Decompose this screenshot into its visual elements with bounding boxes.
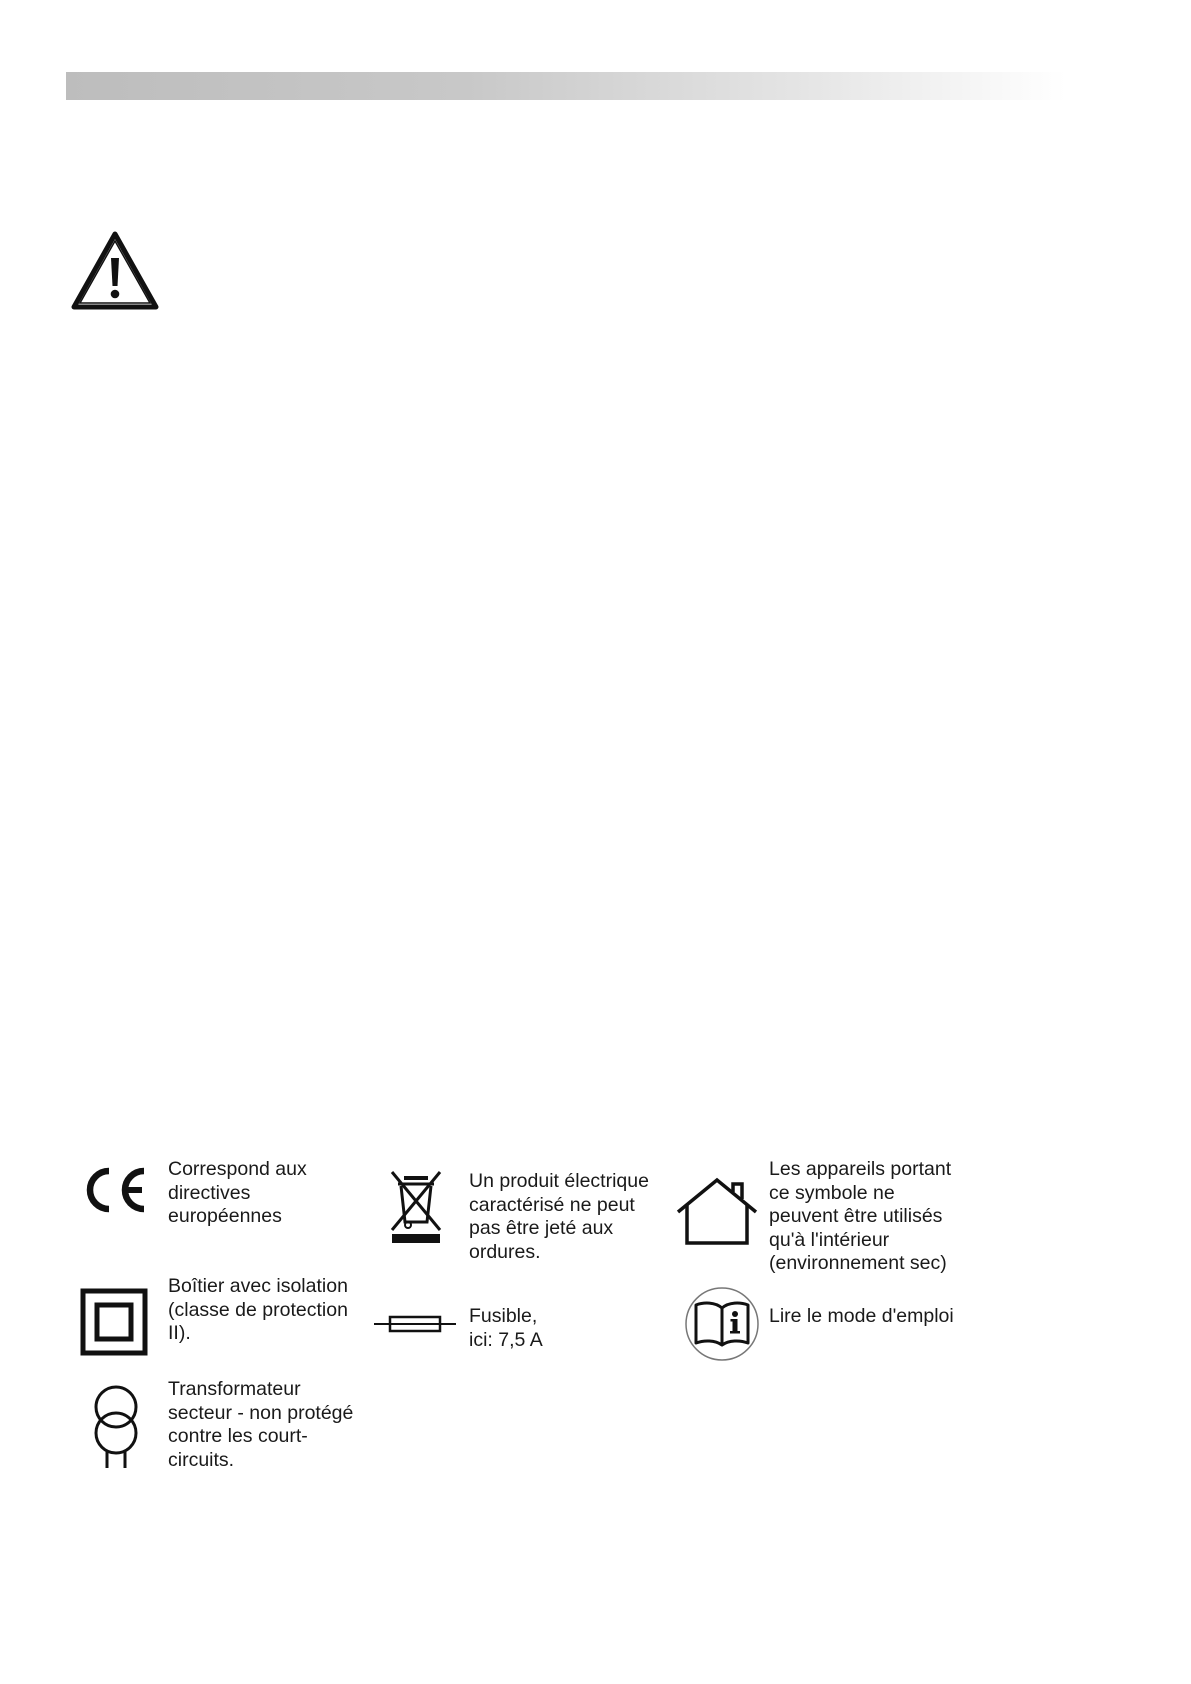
text-line: Transformateur <box>168 1378 301 1400</box>
manual-description <box>769 1305 954 1329</box>
text-line: circuits. <box>168 1448 235 1471</box>
text-line: européennes <box>168 1205 282 1227</box>
text-line: II). <box>168 1322 191 1344</box>
text-line: contre les court- <box>168 1425 308 1447</box>
text-line: Boîtier avec isolation <box>168 1275 348 1297</box>
text-line: (environnement sec) <box>769 1252 947 1274</box>
text-line: Lire le mode d'emploi <box>769 1305 954 1327</box>
text-line: caractérisé ne peut <box>469 1193 635 1216</box>
read-manual-icon <box>684 1286 760 1362</box>
fuse-icon <box>374 1312 456 1336</box>
text-line: Les appareils portant <box>769 1158 952 1180</box>
text-line: Fusible, <box>469 1305 538 1327</box>
text-line: secteur - non protégé <box>168 1401 354 1424</box>
text-line: pas être jeté aux <box>469 1217 614 1239</box>
crossed-bin-icon <box>388 1168 444 1244</box>
text-line: Correspond aux <box>168 1158 307 1180</box>
ce-description <box>168 1158 307 1229</box>
text-line: Un produit électrique <box>469 1170 649 1192</box>
text-line: ce symbole ne <box>769 1181 895 1204</box>
text-line: ici: 7,5 A <box>469 1328 543 1351</box>
double-square-icon <box>80 1288 148 1356</box>
indoor-description <box>769 1158 951 1276</box>
class2-description <box>168 1275 348 1346</box>
ce-mark-icon <box>80 1165 150 1215</box>
transformer-description <box>168 1378 353 1472</box>
house-icon <box>675 1176 759 1246</box>
weee-description <box>469 1170 649 1264</box>
text-line: directives <box>168 1181 251 1204</box>
warning-icon <box>70 230 160 312</box>
text-line: (classe de protection <box>168 1298 348 1321</box>
header-bar <box>66 72 1066 100</box>
text-line: qu'à l'intérieur <box>769 1228 890 1251</box>
fuse-description <box>469 1305 543 1352</box>
text-line: ordures. <box>469 1240 541 1263</box>
text-line: peuvent être utilisés <box>769 1205 943 1227</box>
transformer-icon <box>88 1384 144 1472</box>
